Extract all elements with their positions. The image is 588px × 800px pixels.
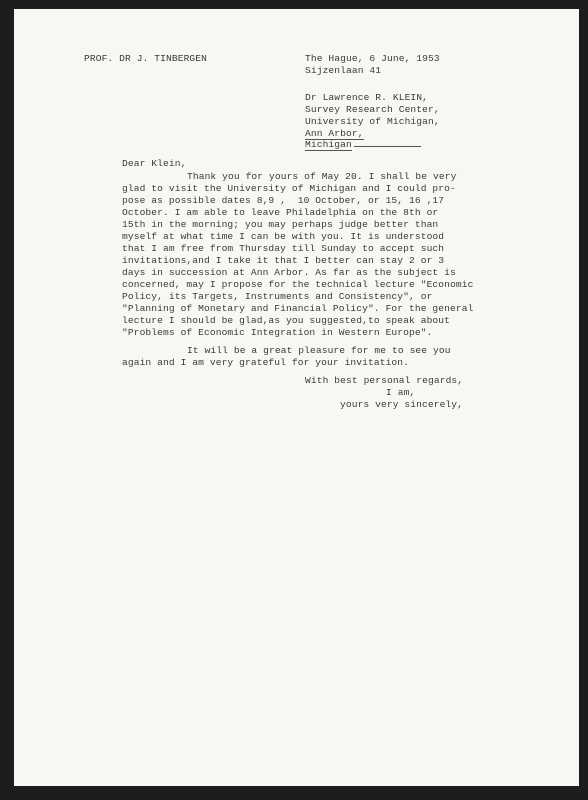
recipient-state [305, 139, 352, 151]
body-line: lecture I should be glad,as you suggested,to speak about [122, 315, 451, 326]
body-line: Thank you for yours of May 20. I shall be very [187, 171, 457, 182]
body-line: "Planning of Monetary and Financial Policy". For the general [122, 303, 474, 314]
letter-page [14, 9, 579, 786]
body-line: 15th in the morning; you may perhaps judge better than [122, 219, 439, 230]
body-line: October. I am able to leave Philadelphia on the 8th or [122, 207, 439, 218]
recipient-state-text: Michigan [305, 139, 352, 150]
recipient-university: University of Michigan, [305, 116, 440, 127]
body-line: myself at what time I can be with you. It is understood [122, 231, 445, 242]
salutation: Dear Klein, [122, 158, 187, 169]
recipient-name: Dr Lawrence R. KLEIN, [305, 92, 429, 103]
address-rule [354, 146, 421, 147]
place-date: The Hague, 6 June, 1953 [305, 53, 440, 64]
body-line: concerned, may I propose for the technical lecture "Economic [122, 279, 474, 290]
recipient-institution: Survey Research Center, [305, 104, 440, 115]
body-line: Policy, its Targets, Instruments and Consistency", or [122, 291, 433, 302]
body-line: It will be a great pleasure for me to see you [187, 345, 451, 356]
closing-line: I am, [386, 387, 416, 398]
closing-line: With best personal regards, [305, 375, 464, 386]
sender-name: PROF. DR J. TINBERGEN [84, 53, 208, 64]
body-line: "Problems of Economic Integration in Western Europe". [122, 327, 433, 338]
body-line: days in succession at Ann Arbor. As far as the subject is [122, 267, 456, 278]
closing-line: yours very sincerely, [340, 399, 464, 410]
body-line: invitations,and I take it that I better can stay 2 or 3 [122, 255, 445, 266]
body-line: that I am free from Thursday till Sunday to accept such [122, 243, 445, 254]
recipient-city-text: Ann Arbor, [305, 128, 364, 139]
body-line: again and I am very grateful for your invitation. [122, 357, 410, 368]
sender-address: Sijzenlaan 41 [305, 65, 382, 76]
body-line: glad to visit the University of Michigan and I could pro- [122, 183, 456, 194]
body-line: pose as possible dates 8,9 , 10 October, or 15, 16 ,17 [122, 195, 445, 206]
